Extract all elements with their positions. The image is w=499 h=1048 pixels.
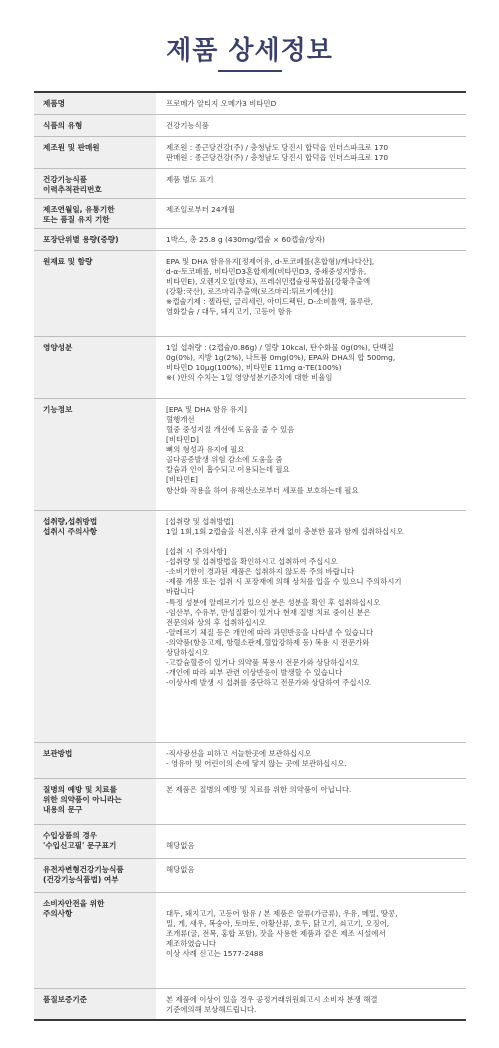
table-row (34, 337, 466, 399)
table-row (34, 229, 466, 251)
row-value: 본 제품은 질병의 예방 및 치료를 위한 의약품이 아닙니다. (166, 785, 352, 794)
row-value: -직사광선을 피하고 서늘한곳에 보관하십시오 - 영유아 및 어린이의 손에 닿지 않는 곳에 보관하십시오. (166, 749, 347, 769)
table-row (34, 115, 466, 137)
row-value: [EPA 및 DHA 함유 유지] 혈행개선 혈중 중성지질 개선에 도움을 줄 수 있음 [비타민D] 뼈의 형성과 유지에 필요 골다공증발생 위험 감소에 도움을 줌 칼슘과 인이 흡수되고 이용되는데 필요 [비타민E] 항산화 작용을 하여 유해산소로부터 세포를 보호하는데 필요 (166, 405, 359, 495)
table-row (34, 779, 466, 825)
row-label: 건강기능식품 이력추적관리번호 (34, 169, 156, 198)
row-value: 제조원 : 종근당건강(주) / 충청남도 당진시 합덕읍 인더스파크로 170 판매원 : 종근당건강(주) / 충청남도 당진시 합덕읍 인더스파크로 170 (166, 143, 389, 163)
table-row (34, 989, 466, 1021)
table-row (34, 137, 466, 169)
row-value: 프로메가 알티지 오메가3 비타민D (166, 99, 277, 108)
row-label: 제조원 및 판매원 (34, 137, 156, 168)
table-row (34, 893, 466, 989)
row-label: 품질보증기준 (34, 989, 156, 1019)
row-value: 제품 별도 표기 (166, 175, 214, 184)
row-label: 제품명 (34, 93, 156, 114)
table-row (34, 399, 466, 511)
row-label: 영양성분 (34, 337, 156, 398)
row-value: [섭취량 및 섭취방법] 1일 1회,1회 2캡슐을 식전,식후 관계 없이 충분한 물과 함께 섭취하십시오 [섭취 시 주의사항] -섭취량 및 섭취방법을 확인하시고 섭취하여 주십시오 -소비기한이 경과된 제품은 섭취하지 않도록 주의 바랍니다 -제품 개봉 또는 섭취 시 포장재에 의해 상처를 입을 수 있으니 주의하시기 바랍니다 -특정 성분에 알레르기가 있으신 분은 성분을 확인 후 섭취하십시오 -임산부, 수유부, 만성질환이 있거나 현재 질병 치료 중이신 분은 전문의와 상의 후 섭취하십시오 -알레르기 체질 등은 개인에 따라 과민반응을 나타낼 수 있습니다 -의약품(항응고제, 항혈소판제,혈압강하제 등) 복용 시 전문가와 상담하십시오 -고칼슘혈증이 있거나 의약품 복용시 전문가와 상담하십시오 -개인에 따라 피부 관련 이상반응이 발생할 수 있습니다 -이상사례 발생 시 섭취를 중단하고 전문가와 상담하여 주십시오 (166, 517, 404, 687)
row-label: 원재료 및 함량 (34, 251, 156, 336)
row-label: 제조연월일, 유통기한 또는 품질 유지 기한 (34, 199, 156, 228)
table-row (34, 251, 466, 337)
title-underline (218, 70, 282, 72)
row-label: 질병의 예방 및 치료를 위한 의약품이 아니라는 내용의 문구 (34, 779, 156, 824)
row-label: 포장단위별 용량(중량) (34, 229, 156, 250)
row-label: 기능정보 (34, 399, 156, 510)
table-row (34, 859, 466, 893)
row-label: 소비자안전을 위한 주의사항 (34, 893, 156, 988)
table-row (34, 743, 466, 779)
row-value: 본 제품에 이상이 있을 경우 공정거래위원회고시 소비자 분쟁 해결 기준에의해 보상해드립니다. (166, 995, 378, 1015)
row-value: 해당없음 (166, 865, 195, 874)
row-label: 보관방법 (34, 743, 156, 778)
table-row (34, 199, 466, 229)
row-value: 1박스, 총 25.8 g (430mg/캡슐 × 60캡슐/상자) (166, 235, 325, 244)
table-row (34, 93, 466, 115)
row-value: 1일 섭취량 : (2캡슐/0.86g) / 열량 10kcal, 탄수화물 0g(0%), 단백질 0g(0%), 지방 1g(2%), 나트륨 0mg(0%), EPA와 DHA의 합 500mg, 비타민D 10μg(100%), 비타민E 11mg α-TE(100%) ※( )안의 수치는 1일 영양성분기준치에 대한 비율임 (166, 343, 396, 383)
row-value: EPA 및 DHA 함유유지[정제어유, d-토코페롤(혼합형)/캐나다산], d-α-토코페롤, 비타민D3혼합제제(비타민D3, 중쇄중성지방유, 비타민E), 오렌지오일(향료), 프레쉬민캡슐링복합물[강황추출액 (강황:국산), 로즈마리추출액(로즈마리:튀르키예산)] ※캡슐기제 : 젤라틴, 글리세린, 아미드펙틴, D-소비톨액, 풀루란, 염화칼슘 / 대두, 돼지고기, 고등어 함유 (166, 257, 375, 317)
row-value: 대두, 돼지고기, 고등어 함유 / 본 제품은 알류(가금류), 우유, 메밀, 땅콩, 밀, 게, 새우, 복숭아, 토마토, 아황산류, 호두, 닭고기, 쇠고기, 오징어, 조개류(굴, 전복, 홍합 포함), 잣을 사용한 제품과 같은 제조 시설에서 제조하였습니다 이상 사례 신고는 1577-2488 (166, 909, 398, 959)
row-value: 건강기능식품 (166, 121, 209, 130)
table-row (34, 511, 466, 743)
product-info-table (34, 91, 466, 1021)
table-row (34, 825, 466, 859)
row-label: 섭취량,섭취방법 섭취시 주의사항 (34, 511, 156, 742)
page-title: 제품 상세정보 (166, 36, 333, 66)
row-label: 식품의 유형 (34, 115, 156, 136)
table-row (34, 169, 466, 199)
row-value: 제조일로부터 24개월 (166, 205, 235, 214)
row-value: 해당없음 (166, 841, 195, 851)
row-label: 유전자변형건강기능식품 (건강기능식품법) 여부 (34, 859, 156, 892)
row-label: 수입상품의 경우 '수입신고필' 문구표기 (34, 825, 156, 858)
